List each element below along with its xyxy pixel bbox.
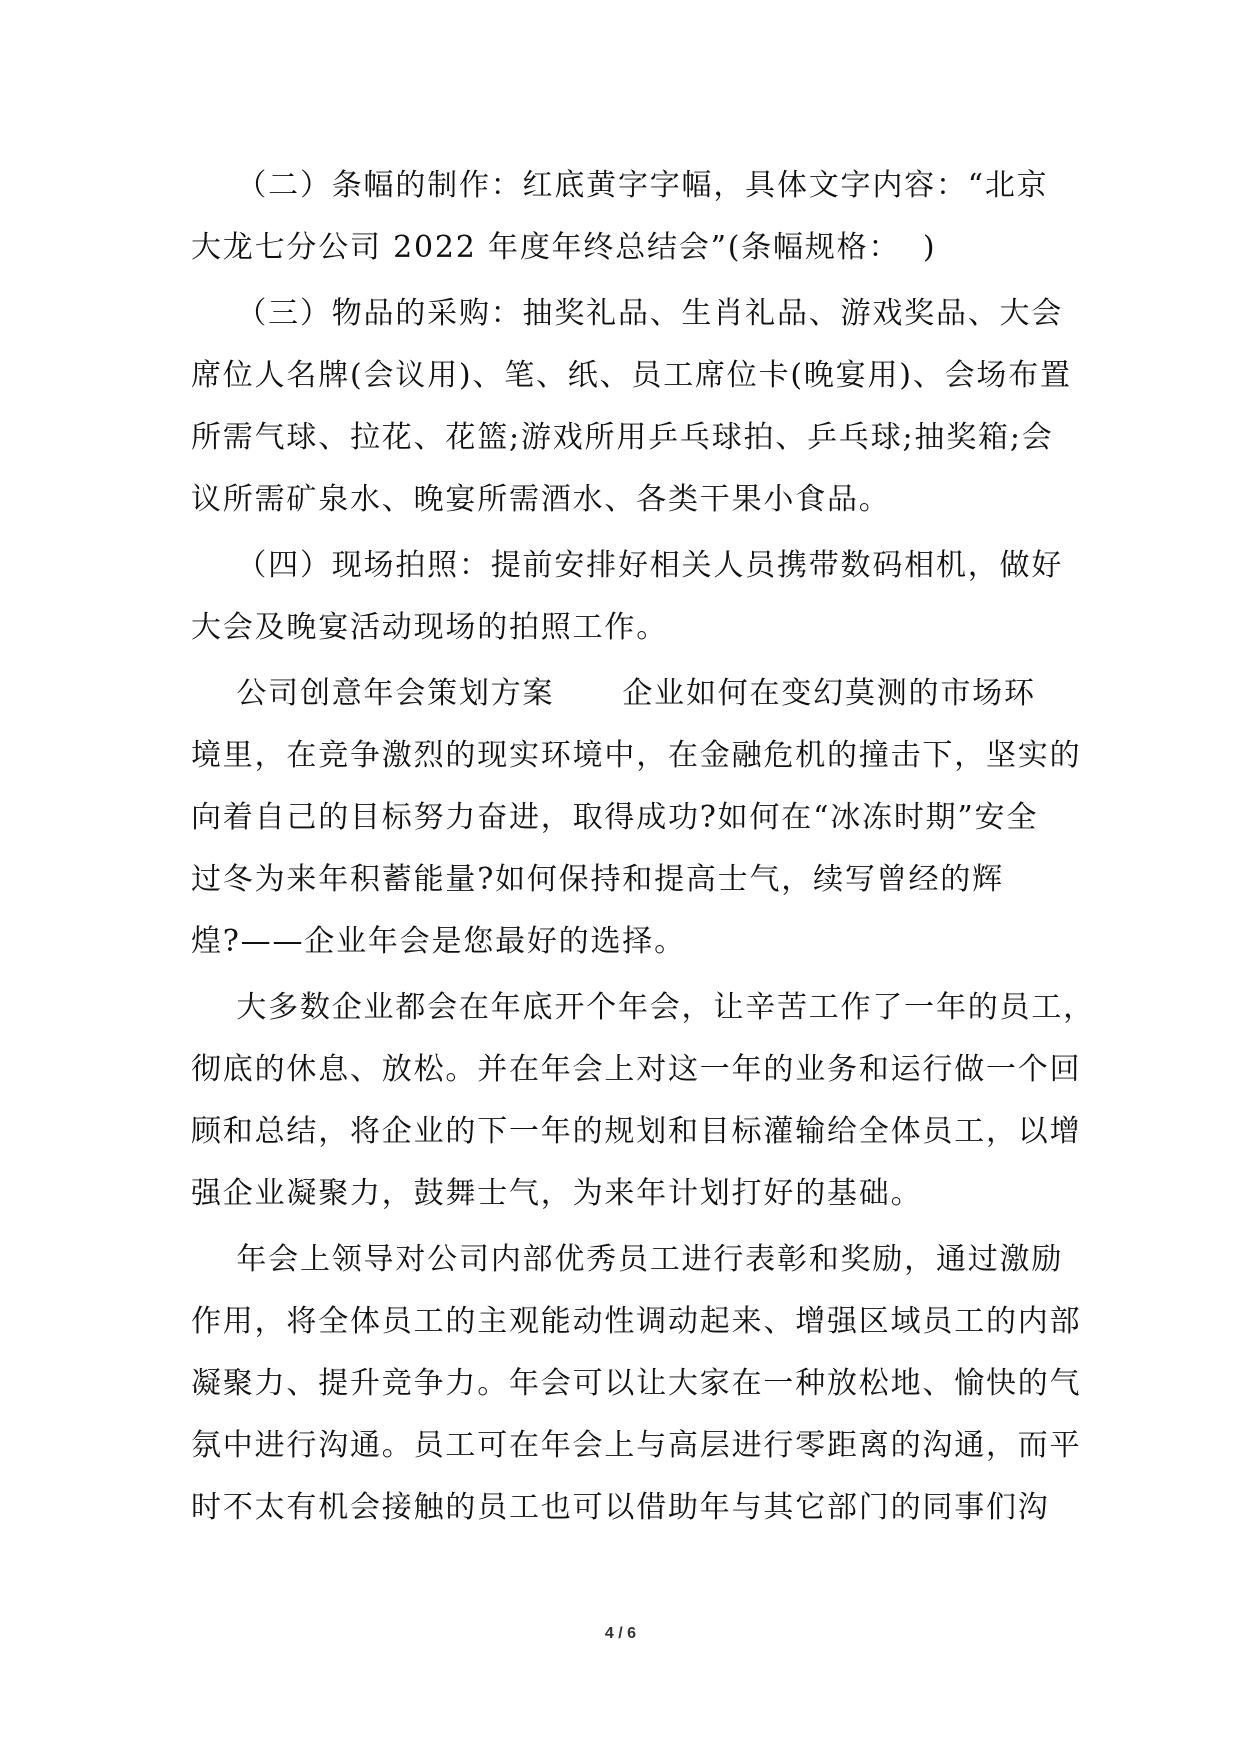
page-number: 4 / 6: [604, 1625, 637, 1642]
text-line: 境里，在竞争激烈的现实环境中，在金融危机的撞击下，坚实的: [191, 738, 1082, 773]
text-line: 氛中进行沟通。员工可在年会上与高层进行零距离的沟通，而平: [191, 1428, 1082, 1463]
text-line: 议所需矿泉水、晚宴所需酒水、各类干果小食品。: [191, 482, 891, 517]
text-line: 煌?——企业年会是您最好的选择。: [191, 924, 686, 959]
paragraph-year-end-meeting: [191, 977, 1095, 1225]
text-line: 过冬为来年积蓄能量?如何保持和提高士气，续写曾经的辉: [191, 862, 1004, 897]
paragraph-purchasing: [191, 283, 1072, 531]
paragraph-photography: [191, 535, 1064, 659]
text-line: 向着自己的目标努力奋进，取得成功?如何在“冰冻时期”安全: [191, 800, 1039, 835]
text-line: 席位人名牌(会议用)、笔、纸、员工席位卡(晚宴用)、会场布置: [191, 358, 1072, 393]
text-line: 年会上领导对公司内部优秀员工进行表彰和奖励，通过激励: [191, 1242, 1064, 1277]
paragraph-banner: [191, 155, 1051, 279]
paragraph-recognition: [191, 1229, 1082, 1539]
text-line: （四）现场拍照：提前安排好相关人员携带数码相机，做好: [191, 548, 1064, 583]
text-line: 时不太有机会接触的员工也可以借助年与其它部门的同事们沟: [191, 1490, 1050, 1525]
text-line: 大会及晚宴活动现场的拍照工作。: [191, 610, 668, 645]
body-text: [191, 155, 1095, 1539]
text-line: 大龙七分公司 2022 年度年终总结会”(条幅规格： ): [191, 230, 937, 265]
text-line: 顾和总结，将企业的下一年的规划和目标灌输给全体员工，以增: [191, 1114, 1082, 1149]
text-line: 凝聚力、提升竞争力。年会可以让大家在一种放松地、愉快的气: [191, 1366, 1082, 1401]
paragraph-creative-plan: [191, 663, 1082, 973]
text-line: 所需气球、拉花、花篮;游戏所用乒乓球拍、乒乓球;抽奖箱;会: [191, 420, 1054, 455]
text-line: （二）条幅的制作：红底黄字字幅，具体文字内容：“北京: [191, 168, 1049, 203]
text-line: 公司创意年会策划方案 企业如何在变幻莫测的市场环: [191, 676, 1036, 711]
text-line: （三）物品的采购：抽奖礼品、生肖礼品、游戏奖品、大会: [191, 296, 1064, 331]
text-line: 彻底的休息、放松。并在年会上对这一年的业务和运行做一个回: [191, 1052, 1082, 1087]
text-line: 大多数企业都会在年底开个年会，让辛苦工作了一年的员工，: [191, 990, 1095, 1025]
text-line: 作用，将全体员工的主观能动性调动起来、增强区域员工的内部: [191, 1304, 1082, 1339]
text-line: 强企业凝聚力，鼓舞士气，为来年计划打好的基础。: [191, 1176, 923, 1211]
